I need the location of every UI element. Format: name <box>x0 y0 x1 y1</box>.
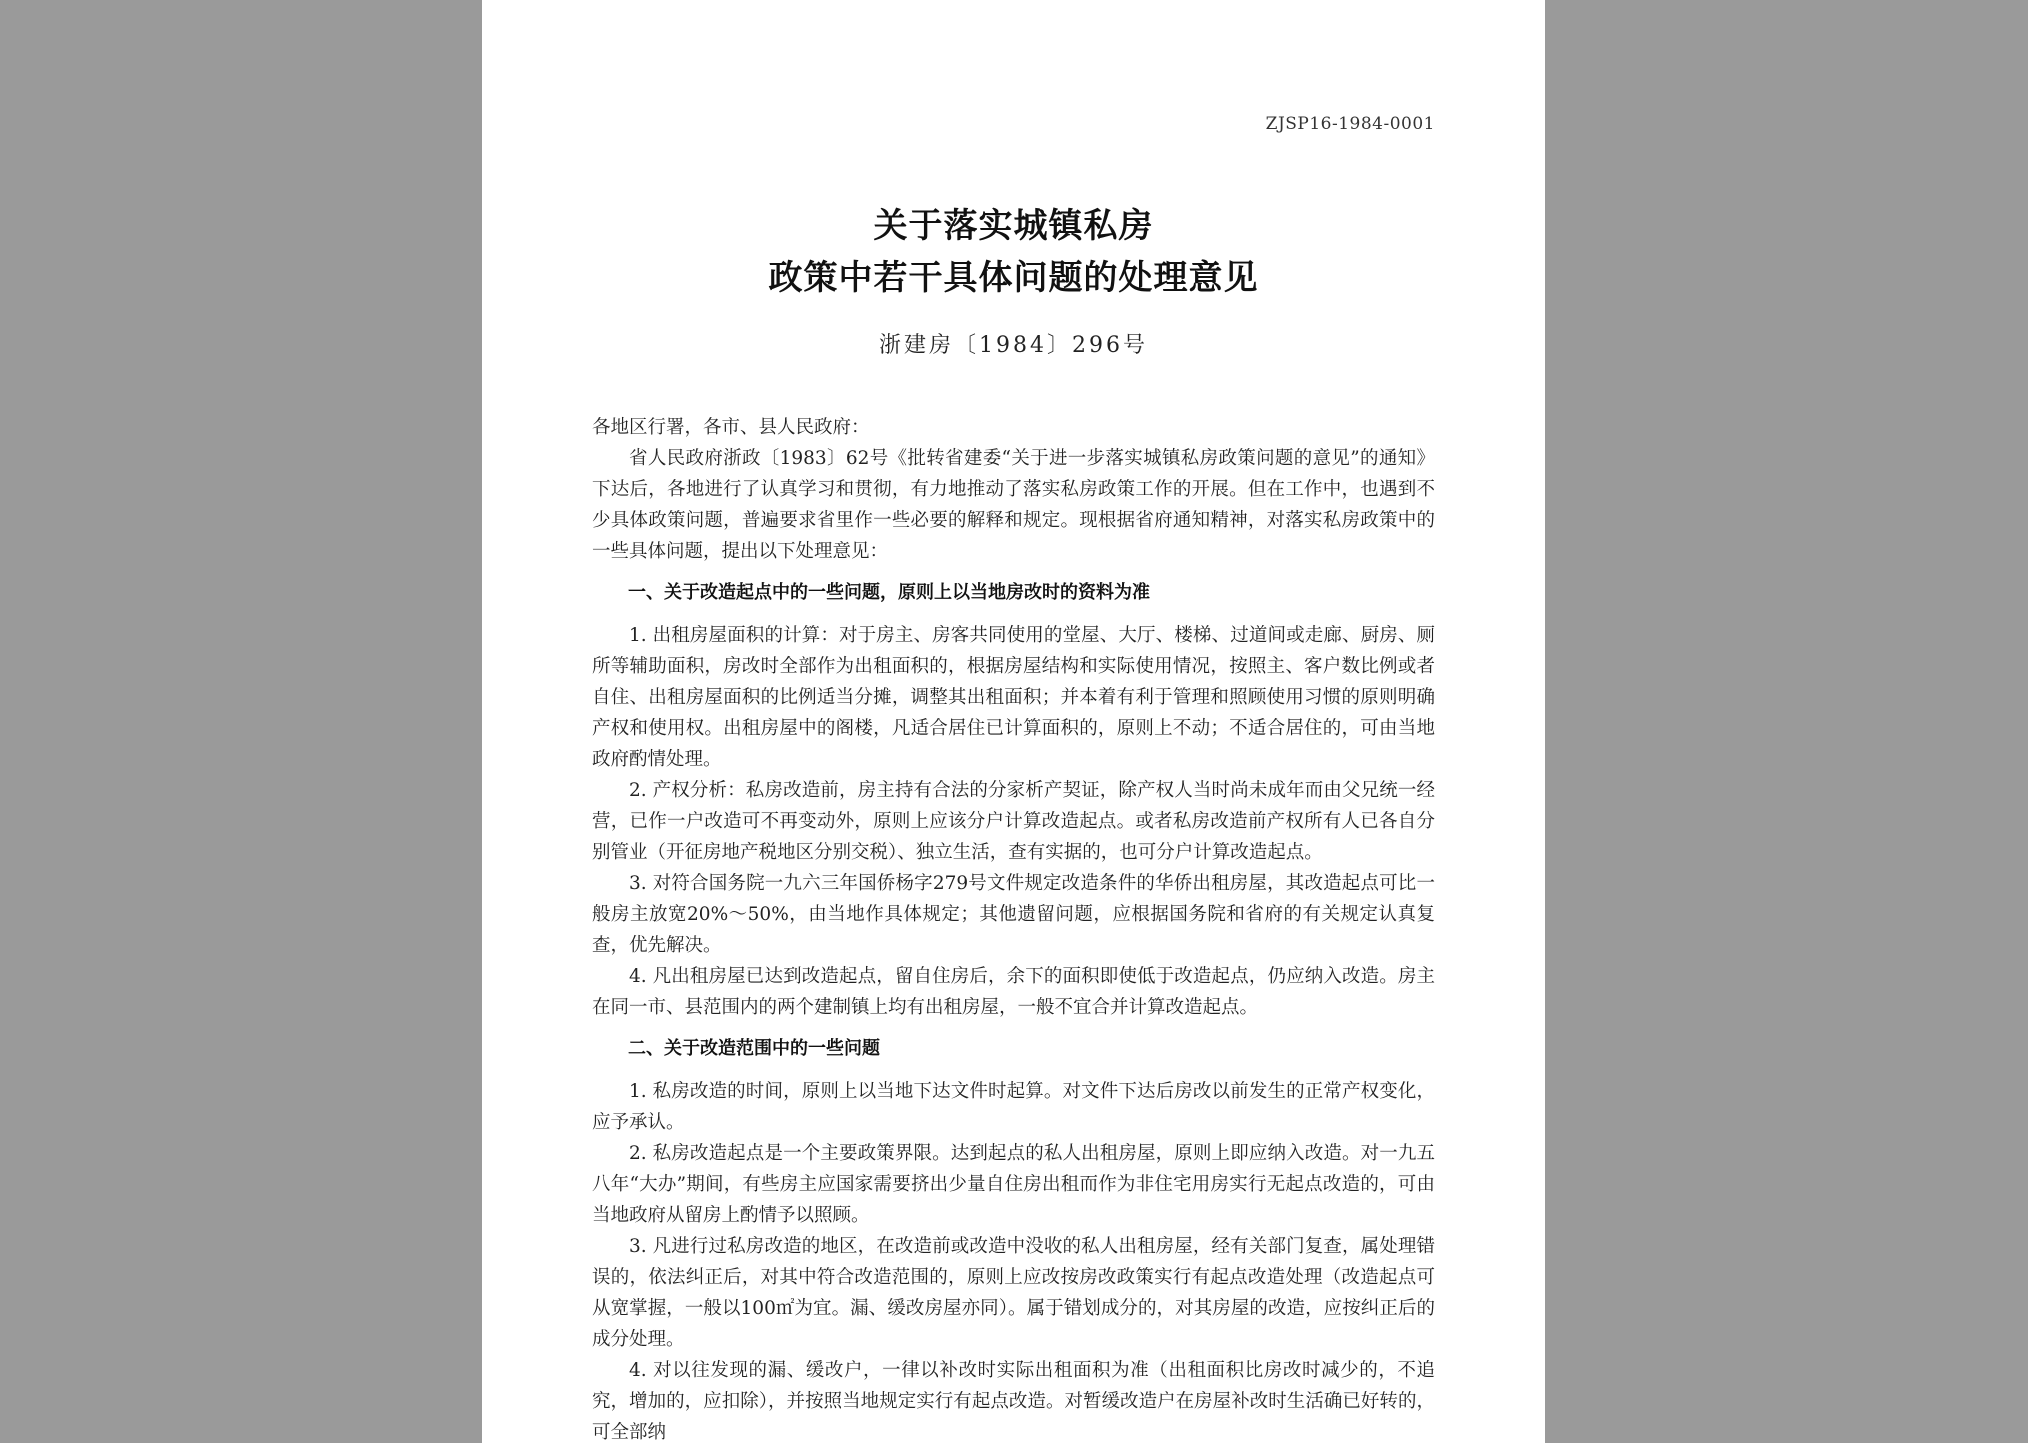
document-title-line-2: 政策中若干具体问题的处理意见 <box>768 258 1259 298</box>
salutation: 各地区行署，各市、县人民政府： <box>592 417 870 438</box>
document-page <box>482 0 1545 1443</box>
section-1-heading: 一、关于改造起点中的一些问题，原则上以当地房改时的资料为准 <box>628 582 1150 603</box>
title-block <box>482 200 1545 359</box>
section-2-item: 3. 凡进行过私房改造的地区，在改造前或改造中没收的私人出租房屋，经有关部门复查，属处理错误的，依法纠正后，对其中符合改造范围的，原则上应改按房改政策实行有起点改造处理（改造起点可从宽掌握，一般以100㎡为宜。漏、缓改房屋亦同）。属于错划成分的，对其房屋的改造，应按纠正后的成分处理。 <box>592 1236 1435 1350</box>
document-number: 浙建房〔1984〕296号 <box>879 333 1148 358</box>
section-1-item: 3. 对符合国务院一九六三年国侨杨字279号文件规定改造条件的华侨出租房屋，其改造起点可比一般房主放宽20%～50%，由当地作具体规定；其他遗留问题，应根据国务院和省府的有关规定认真复查，优先解决。 <box>592 873 1435 956</box>
section-1-item: 1. 出租房屋面积的计算：对于房主、房客共同使用的堂屋、大厅、楼梯、过道间或走廊、厨房、厕所等辅助面积，房改时全部作为出租面积的，根据房屋结构和实际使用情况，按照主、客户数比例或者自住、出租房屋面积的比例适当分摊，调整其出租面积；并本着有利于管理和照顾使用习惯的原则明确产权和使用权。出租房屋中的阁楼，凡适合居住已计算面积的，原则上不动；不适合居住的，可由当地政府酌情处理。 <box>592 625 1435 770</box>
section-2-heading: 二、关于改造范围中的一些问题 <box>628 1038 880 1059</box>
section-1-item: 4. 凡出租房屋已达到改造起点，留自住房后，余下的面积即使低于改造起点，仍应纳入改造。房主在同一市、县范围内的两个建制镇上均有出租房屋，一般不宜合并计算改造起点。 <box>592 966 1435 1018</box>
document-title-line-1: 关于落实城镇私房 <box>873 206 1154 246</box>
section-1-item: 2. 产权分析：私房改造前，房主持有合法的分家析产契证，除产权人当时尚未成年而由父兄统一经营，已作一户改造可不再变动外，原则上应该分户计算改造起点。或者私房改造前产权所有人已各自分别管业（开征房地产税地区分别交税）、独立生活，查有实据的，也可分户计算改造起点。 <box>592 780 1435 863</box>
document-body <box>592 412 1435 1443</box>
document-id: ZJSP16-1984-0001 <box>1265 114 1435 134</box>
section-2-item: 2. 私房改造起点是一个主要政策界限。达到起点的私人出租房屋，原则上即应纳入改造。对一九五八年“大办”期间，有些房主应国家需要挤出少量自住房出租而作为非住宅用房实行无起点改造的，可由当地政府从留房上酌情予以照顾。 <box>592 1143 1435 1226</box>
section-2-item: 1. 私房改造的时间，原则上以当地下达文件时起算。对文件下达后房改以前发生的正常产权变化，应予承认。 <box>592 1081 1435 1133</box>
intro-paragraph: 省人民政府浙政〔1983〕62号《批转省建委“关于进一步落实城镇私房政策问题的意见”的通知》下达后，各地进行了认真学习和贯彻，有力地推动了落实私房政策工作的开展。但在工作中，也遇到不少具体政策问题，普遍要求省里作一些必要的解释和规定。现根据省府通知精神，对落实私房政策中的一些具体问题，提出以下处理意见： <box>592 448 1435 562</box>
section-2-item: 4. 对以往发现的漏、缓改户，一律以补改时实际出租面积为准（出租面积比房改时减少的，不追究，增加的，应扣除），并按照当地规定实行有起点改造。对暂缓改造户在房屋补改时生活确已好转的，可全部纳 <box>592 1360 1435 1443</box>
